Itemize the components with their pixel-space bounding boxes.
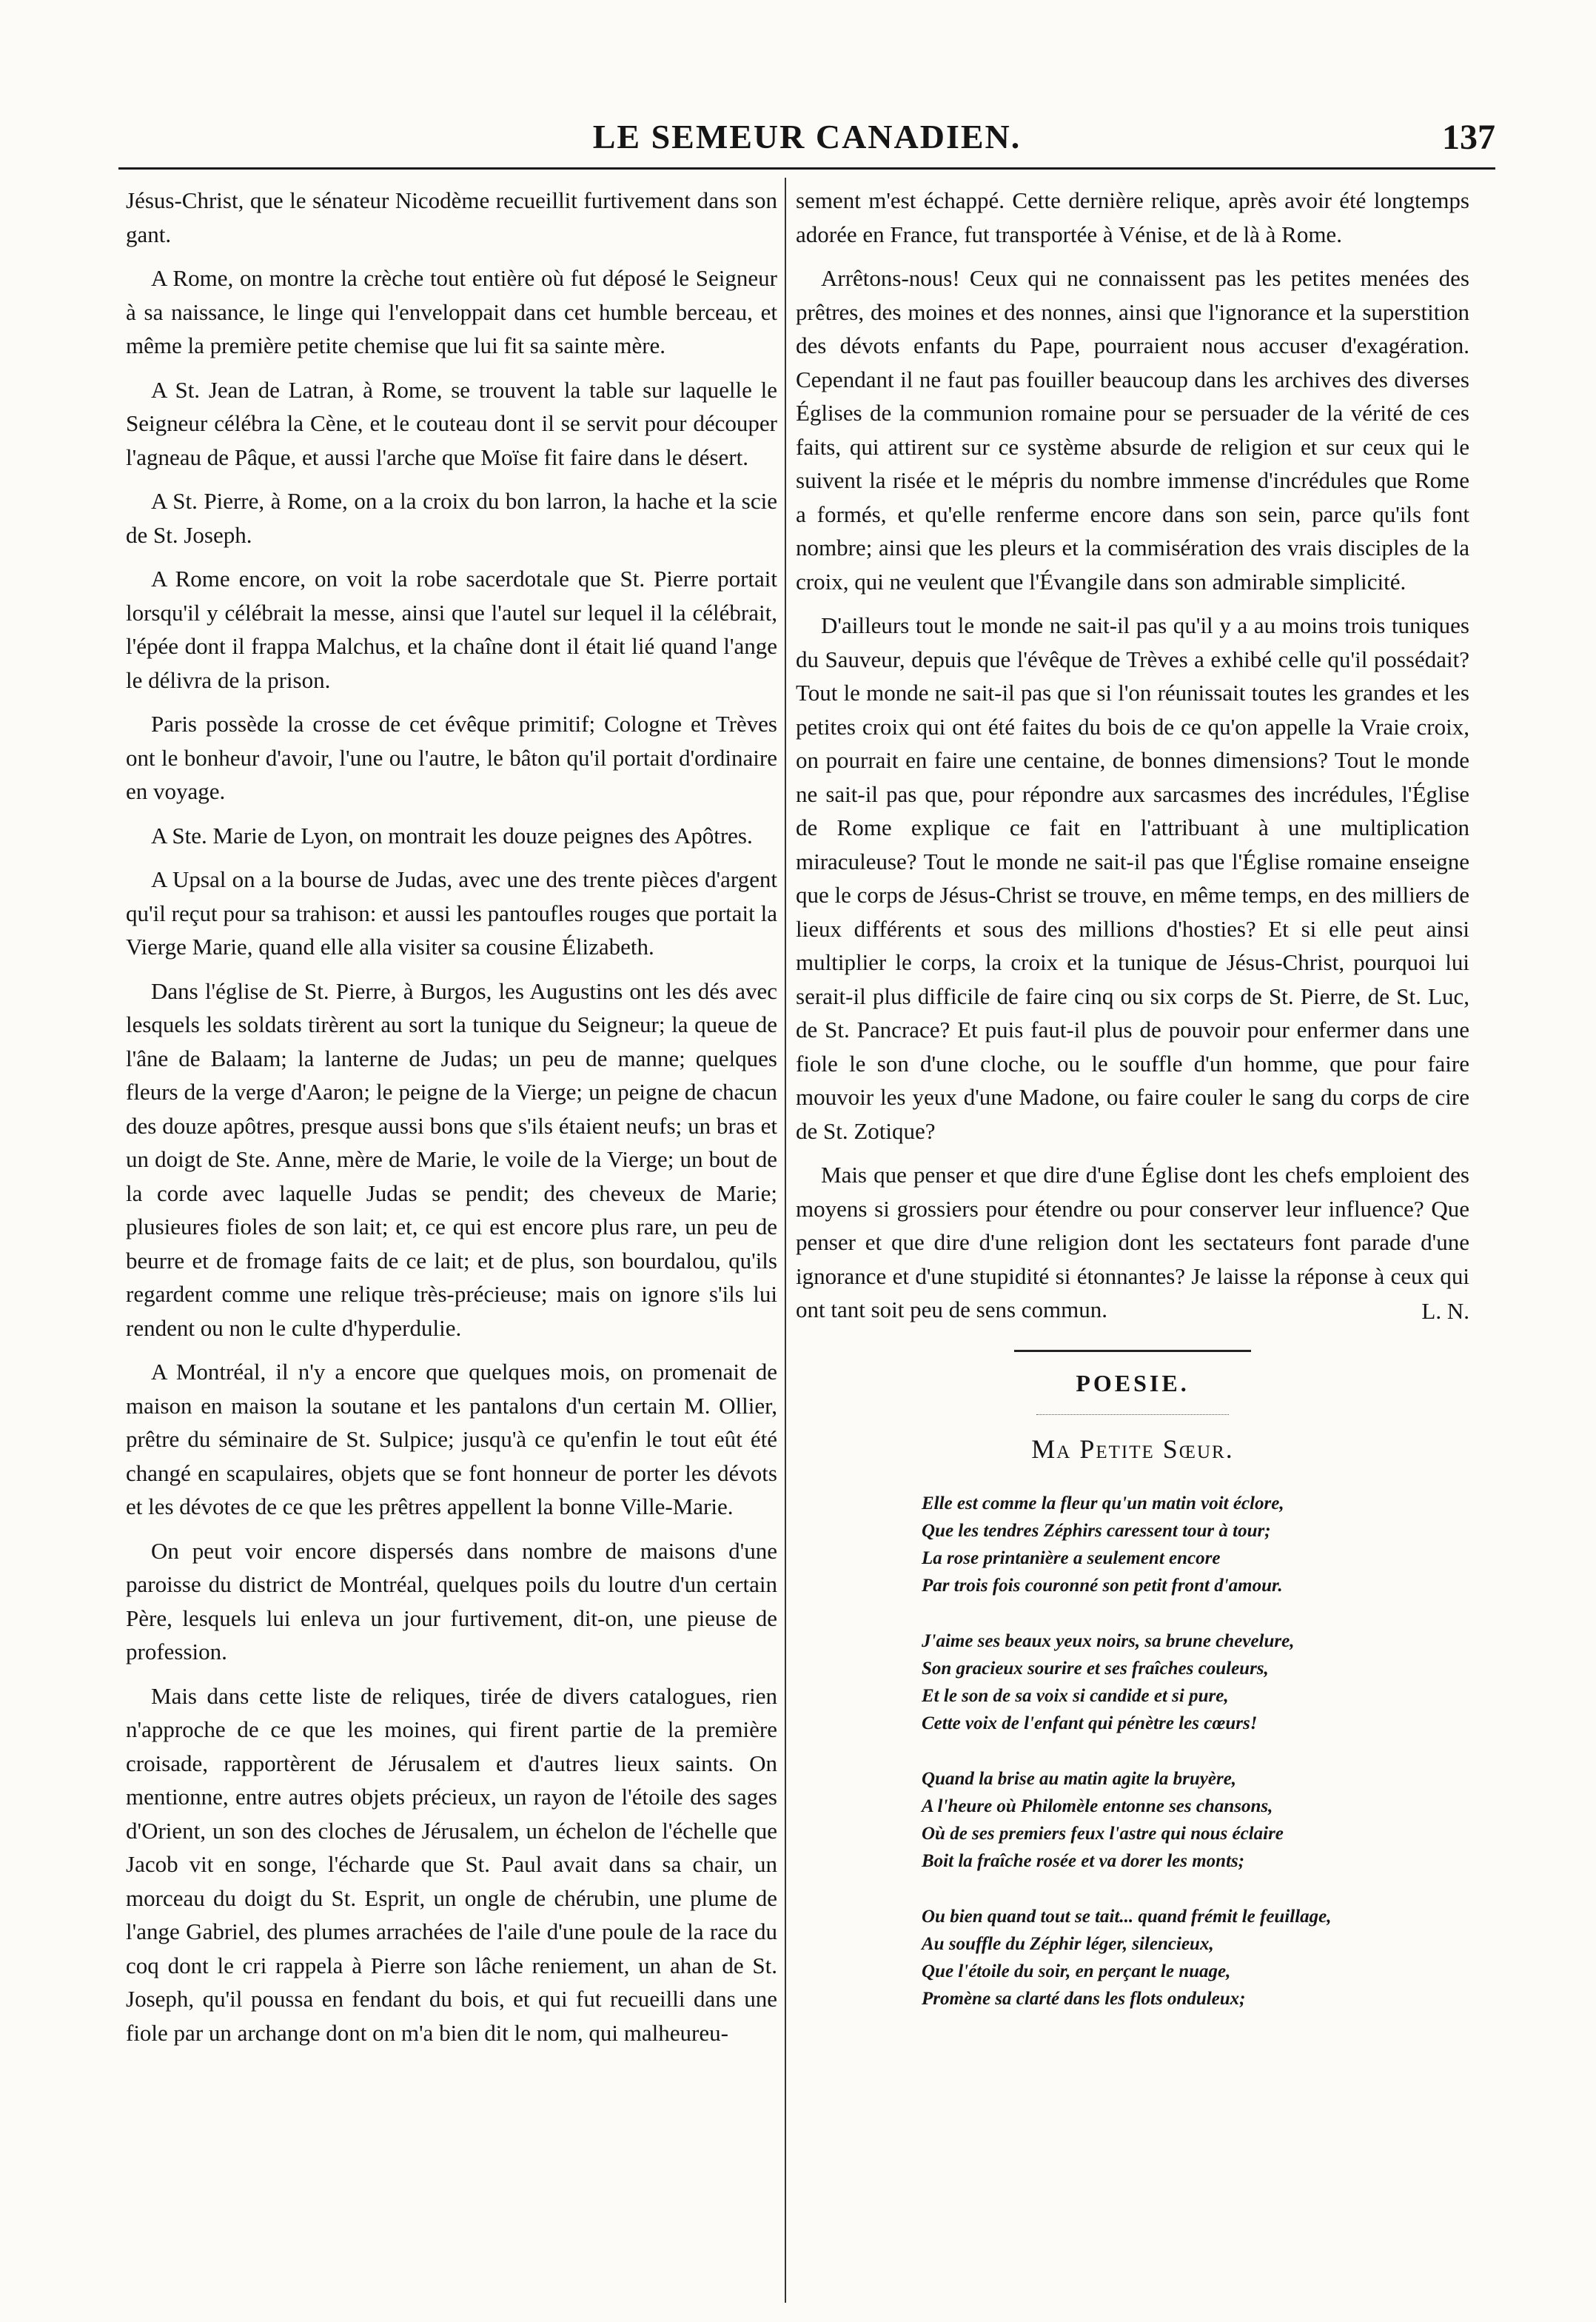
paragraph: A St. Jean de Latran, à Rome, se trouvent la table sur laquelle le Seigneur célébra la Cène, et le couteau dont il se servit pour découper l'agneau de Pâque, et aussi l'arche que Moïse fit faire dans le désert. xyxy=(126,376,777,470)
poem-line: Ou bien quand tout se tait... quand frémit le feuillage, xyxy=(922,1907,1332,1927)
paragraph: Arrêtons-nous! Ceux qui ne connaissent pas les petites menées des prêtres, des moines et des nonnes, ainsi que l'ignorance et la superstition des dévots enfants du Pape, pourraient nous accuser d'exagération. Cependant il ne faut pas fouiller beaucoup dans les archives des diverses Églises de la communion romaine pour se persuader de la vérité de ces faits, qui attirent sur ce système absurde de religion et sur ceux qui le suivent la risée et le mépris du nombre immense d'incrédules que Rome a formés, et qu'elle renferme encore dans son sein, parce qu'ils font nombre; ainsi que les pleurs et la commisération des vrais disciples de la croix, qui ne veulent que l'Évangile dans son admirable simplicité. xyxy=(796,265,1469,595)
poem-line: Son gracieux sourire et ses fraîches couleurs, xyxy=(922,1659,1269,1679)
paragraph: On peut voir encore dispersés dans nombre de maisons d'une paroisse du district de Montréal, quelques poils du loutre d'un certain Père, lesquels lui enleva un jour furtivement, dit-on, une pieuse de profession. xyxy=(126,1537,777,1664)
section-rule xyxy=(1014,1350,1251,1352)
newspaper-title: LE SEMEUR CANADIEN. xyxy=(592,118,1022,155)
poem-line: Boit la fraîche rosée et va dorer les monts; xyxy=(922,1851,1245,1871)
poem-line: J'aime ses beaux yeux noirs, sa brune chevelure, xyxy=(922,1631,1295,1651)
author-signature: L. N. xyxy=(1421,1297,1469,1324)
poem-stanza xyxy=(922,1903,1469,2012)
poem-stanza xyxy=(922,1627,1469,1737)
paragraph: Mais dans cette liste de reliques, tirée de divers catalogues, rien n'approche de ce que les moines, qui firent partie de la première croisade, rapportèrent de Jérusalem et d'autres lieux saints. On mentionne, entre autres objets précieux, un rayon de l'étoile des sages d'Orient, un son des cloches de Jérusalem, un échelon de l'échelle que Jacob vit en songe, l'écharde que St. Paul avait dans sa chair, un morceau du doigt du St. Esprit, un ongle de chérubin, une plume de l'ange Gabriel, des plumes arrachées de l'aile d'une poule de la race du coq dont le cri rappela à Pierre son lâche reniement, un ahan de St. Joseph, qu'il poussa en fendant du bois, et qui fut recueilli dans une fiole par un archange dont on m'a bien dit le nom, qui malheureu- xyxy=(126,1682,777,2046)
poem-stanza xyxy=(922,1765,1469,1875)
page-number: 137 xyxy=(1442,118,1495,157)
paragraph: A St. Pierre, à Rome, on a la croix du bon larron, la hache et la scie de St. Joseph. xyxy=(126,488,777,548)
poem-line: Cette voix de l'enfant qui pénètre les cœurs! xyxy=(922,1713,1258,1733)
header-rule xyxy=(118,167,1495,170)
paragraph: D'ailleurs tout le monde ne sait-il pas qu'il y a au moins trois tuniques du Sauveur, depuis que l'évêque de Trèves a exhibé celle qu'il possédait? Tout le monde ne sait-il pas que si l'on réunissait toutes les grandes et les petites croix qui ont été faites du bois de ce qu'on appelle la Vraie croix, on pourrait en faire une centaine, de bonnes dimensions? Tout le monde ne sait-il pas que, pour répondre aux sarcasmes des incrédules, l'Église de Rome explique ce fait en l'attribuant à une multiplication miraculeuse? Tout le monde ne sait-il pas que l'Église romaine enseigne que le corps de Jésus-Christ se trouve, en même temps, en des milliers de lieux différents et sous des millions d'hosties? Et si elle peut ainsi multiplier le corps, la croix et la tunique de Jésus-Christ, pourquoi lui serait-il plus difficile de faire cinq ou six corps de St. Pierre, de St. Luc, de St. Pancrace? Et puis faut-il plus de pouvoir pour enfermer dans une fiole le son d'une cloche, ou le souffle d'un homme, que pour faire mouvoir les yeux d'une Madone, ou faire couler le sang du corps de cire de St. Zotique? xyxy=(796,612,1469,1144)
paragraph: A Montréal, il n'y a encore que quelques mois, on promenait de maison en maison la soutane et les pantalons d'un certain M. Ollier, prêtre du séminaire de St. Sulpice; jusqu'à ce qu'enfin le tout eût été changé en scapulaires, objets que se font honneur de porter les dévots et les dévotes de ce que les prêtres appellent la bonne Ville-Marie. xyxy=(126,1359,777,1519)
paragraph: A Upsal on a la bourse de Judas, avec une des trente pièces d'argent qu'il reçut pour sa trahison: et aussi les pantoufles rouges que portait la Vierge Marie, quand elle alla visiter sa cousine Élizabeth. xyxy=(126,866,777,960)
poem-line: A l'heure où Philomèle entonne ses chansons, xyxy=(922,1796,1273,1816)
poetry-section xyxy=(796,1350,1469,2012)
poem-line: Elle est comme la fleur qu'un matin voit éclore, xyxy=(922,1493,1284,1513)
paragraph: A Rome, on montre la crèche tout entière où fut déposé le Seigneur à sa naissance, le linge qui l'enveloppait dans cet humble berceau, et même la première petite chemise que lui fit sa sainte mère. xyxy=(126,265,777,358)
poem-stanza xyxy=(922,1490,1469,1599)
poem-title: Ma Petite Sœur. xyxy=(1031,1433,1234,1464)
section-heading: POESIE. xyxy=(1076,1370,1190,1396)
poem-line: Où de ses premiers feux l'astre qui nous éclaire xyxy=(922,1824,1284,1844)
poem-line: Et le son de sa voix si candide et si pure, xyxy=(922,1686,1229,1706)
column-divider xyxy=(785,178,786,2303)
paragraph: sement m'est échappé. Cette dernière relique, après avoir été longtemps adorée en France, fut transportée à Vénise, et de là à Rome. xyxy=(796,187,1469,247)
poem-line: Que les tendres Zéphirs caressent tour à tour; xyxy=(922,1521,1271,1541)
poem-line: Par trois fois couronné son petit front d'amour. xyxy=(922,1576,1283,1596)
paragraph: A Ste. Marie de Lyon, on montrait les douze peignes des Apôtres. xyxy=(151,822,753,849)
left-column xyxy=(126,184,777,2060)
poem-line: Que l'étoile du soir, en perçant le nuage, xyxy=(922,1961,1231,1981)
poem-line: Quand la brise au matin agite la bruyère, xyxy=(922,1769,1237,1789)
page-header xyxy=(118,111,1495,178)
poem-line: Au souffle du Zéphir léger, silencieux, xyxy=(922,1934,1214,1954)
paragraph: A Rome encore, on voit la robe sacerdotale que St. Pierre portait lorsqu'il y célébrait la messe, ainsi que l'autel sur lequel il la célébrait, l'épée dont il frappa Malchus, et la chaîne dont il était lié quand l'ange le délivra de la prison. xyxy=(126,566,777,693)
ornament-rule xyxy=(1036,1414,1229,1415)
paragraph: Dans l'église de St. Pierre, à Burgos, les Augustins ont les dés avec lesquels les soldats tirèrent au sort la tunique du Seigneur; la queue de l'âne de Balaam; la lanterne de Judas; un peu de manne; quelques fleurs de la verge d'Aaron; le peigne de la Vierge; un peigne de chacun des douze apôtres, presque aussi bons que s'ils étaient neufs; un bras et un doigt de Ste. Anne, mère de Marie, le voile de la Vierge; un bout de la corde avec laquelle Judas se pendit; des cheveux de Marie; plusieures fioles de son lait; et, ce qui est encore plus rare, un peu de beurre et de fromage faits de ce lait; et de plus, son bourdalou, qu'ils regardent comme une relique très-précieuse; mais on ignore s'ils lui rendent ou non le culte d'hyperdulie. xyxy=(126,977,777,1341)
poem-line: Promène sa clarté dans les flots onduleux; xyxy=(922,1989,1246,2009)
paragraph: Mais que penser et que dire d'une Église dont les chefs emploient des moyens si grossiers pour étendre ou pour conserver leur influence? Que penser et que dire d'une religion dont les sectateurs font parade d'une ignorance et d'une stupidité si étonnantes? Je laisse la réponse à ceux qui ont tant soit peu de sens commun. xyxy=(796,1162,1469,1322)
right-column xyxy=(796,184,1469,2041)
paragraph: Paris possède la crosse de cet évêque primitif; Cologne et Trèves ont le bonheur d'avoir, l'une ou l'autre, le bâton qu'il portait d'ordinaire en voyage. xyxy=(126,711,777,804)
poem-line: La rose printanière a seulement encore xyxy=(922,1548,1221,1568)
paragraph: Jésus-Christ, que le sénateur Nicodème recueillit furtivement dans son gant. xyxy=(126,187,777,247)
